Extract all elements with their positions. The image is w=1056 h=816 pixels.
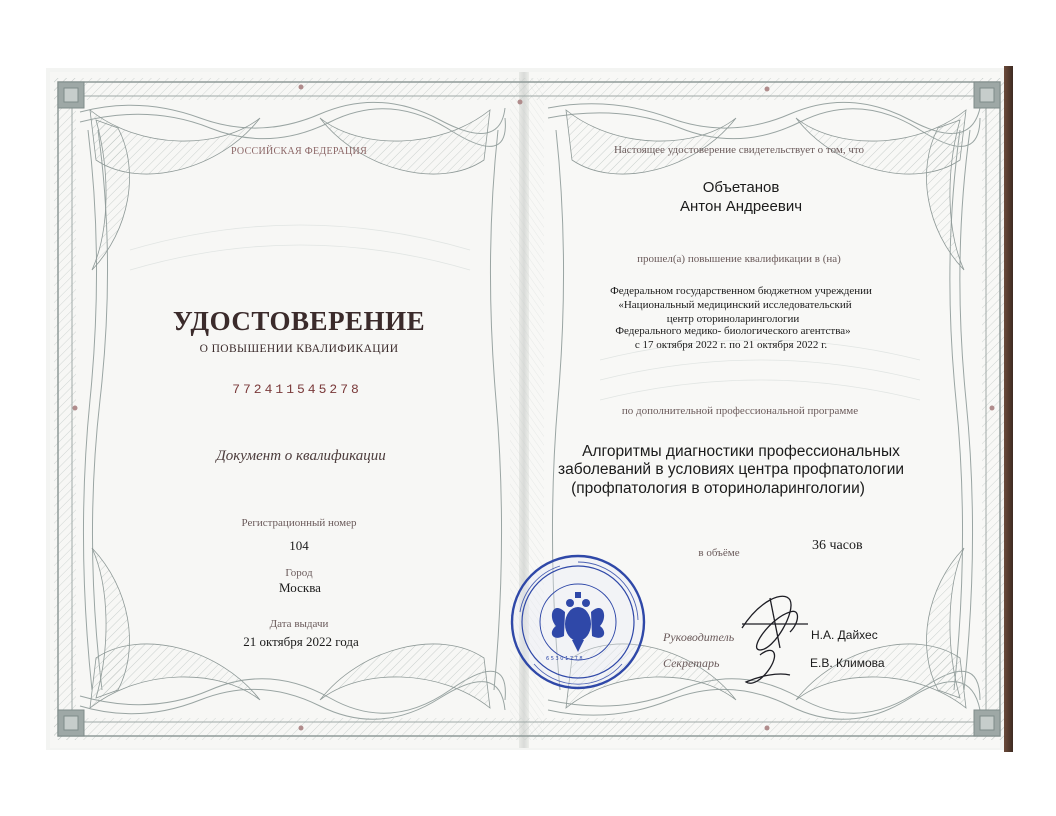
official-stamp <box>512 556 644 688</box>
volume-label: в объёме <box>698 547 740 559</box>
head-signature <box>742 596 808 650</box>
program-title-line: Алгоритмы диагностики профессиональных <box>582 443 900 460</box>
organization-line: «Национальный медицинский исследовательский <box>618 299 852 311</box>
hours-value: 36 часов <box>812 538 863 553</box>
certifies-intro: Настоящее удостоверение свидетельствует о том, что <box>613 144 865 156</box>
secretary-role-label: Секретарь <box>663 656 720 670</box>
organization-line: Федеральном государственном бюджетном учреждении <box>610 285 872 297</box>
country-label: РОССИЙСКАЯ ФЕДЕРАЦИЯ <box>230 146 368 157</box>
program-label: по дополнительной профессиональной программе <box>621 405 859 417</box>
training-passed-label: прошел(а) повышение квалификации в (на) <box>637 253 841 265</box>
city-value: Москва <box>279 580 321 595</box>
training-period: с 17 октября 2022 г. по 21 октября 2022 г. <box>634 339 828 351</box>
holder-surname: Объетанов <box>702 179 780 196</box>
city-label: Город <box>285 567 313 579</box>
registration-number-label: Регистрационный номер <box>241 517 357 529</box>
organization-line: Федерального медико- биологического агентства» <box>615 325 851 337</box>
head-name: Н.А. Дайхес <box>811 628 878 642</box>
program-title-line: (профпатология в оториноларингологии) <box>571 480 865 497</box>
issue-date-label: Дата выдачи <box>269 618 329 630</box>
document-title: УДОСТОВЕРЕНИЕ <box>172 306 426 336</box>
head-role-label: Руководитель <box>663 630 735 644</box>
holder-given-names: Антон Андреевич <box>679 198 803 215</box>
program-title-line: заболеваний в условиях центра профпатологии <box>557 461 905 478</box>
secretary-signature <box>746 650 790 683</box>
secretary-name: Е.В. Климова <box>810 656 885 670</box>
document-subtitle: О ПОВЫШЕНИИ КВАЛИФИКАЦИИ <box>199 343 399 355</box>
organization-line: центр оториноларингологии <box>666 313 800 325</box>
svg-text:6 5 3 0 1 7 7 8: 6 5 3 0 1 7 7 8 <box>546 656 583 662</box>
certificate-number: 772411545278 <box>232 382 362 397</box>
document-type: Документ о квалификации <box>216 448 386 464</box>
issue-date-value: 21 октября 2022 года <box>243 634 359 649</box>
registration-number-value: 104 <box>289 538 309 553</box>
